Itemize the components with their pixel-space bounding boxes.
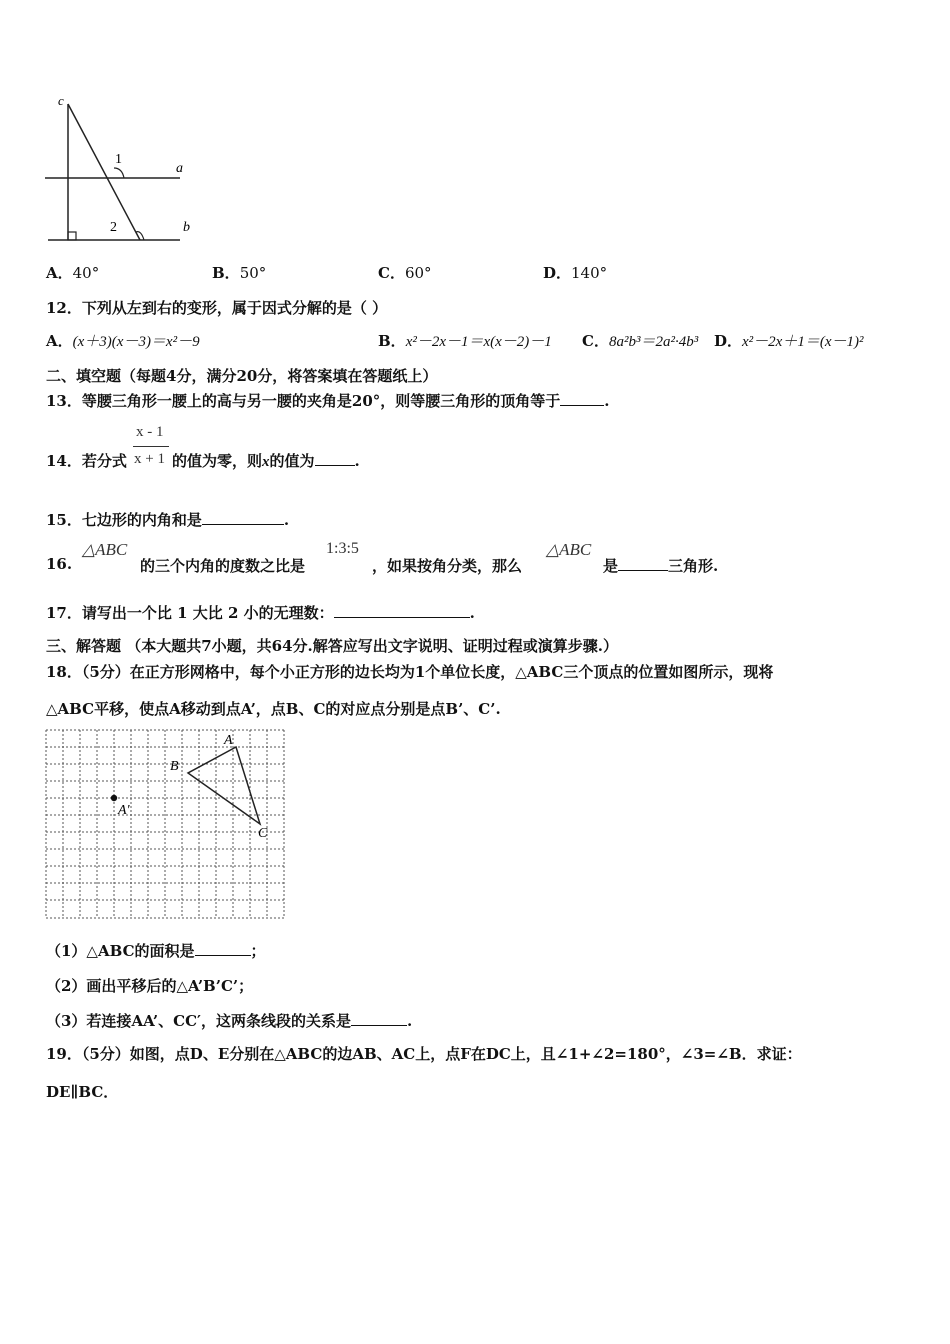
answer-blank[interactable] xyxy=(315,451,355,466)
q16-triangle-2: △ABC xyxy=(546,540,592,559)
q14-pre: 14．若分式 xyxy=(46,452,127,470)
q16-mid: ，如果按角分类，那么 xyxy=(372,557,523,575)
q19-line-2: DE∥BC． xyxy=(46,1083,119,1101)
q14-mid: 的值为零，则 xyxy=(172,452,263,470)
option-value: (x＋3)(x－3)＝x²－9 xyxy=(72,334,200,350)
line-c xyxy=(68,104,140,240)
answer-blank[interactable] xyxy=(351,1011,407,1026)
right-angle-mark xyxy=(68,232,76,240)
q14-var: x xyxy=(262,454,270,470)
q12-stem: 12．下列从左到右的变形，属于因式分解的是（ ） xyxy=(46,299,388,317)
answer-blank[interactable] xyxy=(560,391,604,406)
label-c: c xyxy=(58,93,64,108)
answer-blank[interactable] xyxy=(195,941,251,956)
q17-end: . xyxy=(469,604,475,622)
angle-1-arc xyxy=(114,168,124,178)
option-letter: D． xyxy=(543,264,572,282)
option-letter: B． xyxy=(212,264,240,282)
label-point-b: B xyxy=(170,759,179,774)
q12-option-d xyxy=(714,330,863,351)
option-letter: A． xyxy=(46,264,73,282)
q14-post: 的值为 xyxy=(269,452,315,470)
q11-option-b xyxy=(212,262,266,283)
q18-sub-1-text: （1）△ABC的面积是 xyxy=(46,942,195,960)
q14-end: . xyxy=(354,452,360,470)
option-value: 140° xyxy=(571,264,608,282)
q18-line-2: △ABC平移，使点A移动到点A’，点B、C的对应点分别是点B’、C’. xyxy=(46,700,501,718)
answer-blank[interactable] xyxy=(334,603,470,618)
q11-option-a xyxy=(46,262,99,283)
q14-fraction-bar xyxy=(133,446,169,447)
option-value: x²－2x－1＝x(x－2)－1 xyxy=(405,334,552,350)
q12-option-b xyxy=(378,330,552,351)
q18-sub-3-text: （3）若连接AA’、CC′，这两条线段的关系是 xyxy=(46,1012,351,1030)
q16-post-text: 是 xyxy=(603,557,619,575)
label-a: a xyxy=(176,161,183,176)
q18-sub-1-end: ； xyxy=(250,942,266,960)
label-point-a-prime: A' xyxy=(118,803,130,818)
q14-fraction-denominator: x + 1 xyxy=(134,451,165,467)
q18-line-1: 18．（5分）在正方形网格中，每个小正方形的边长均为1个单位长度，△ABC三个顶点的位置如图所示，现将 xyxy=(46,663,774,681)
grid-lines xyxy=(46,730,284,918)
label-point-a: A xyxy=(224,733,233,748)
q18-sub-3 xyxy=(46,1010,412,1031)
label-angle-1: 1 xyxy=(115,152,122,167)
option-value: 8a²b³＝2a²·4b³ xyxy=(608,334,699,350)
q17-text: 17．请写出一个比 1 大比 2 小的无理数： xyxy=(46,604,334,622)
option-letter: C． xyxy=(582,332,609,350)
q15-end: . xyxy=(283,511,290,529)
q16-ratio: 1:3:5 xyxy=(326,540,359,557)
q16-number: 16. xyxy=(46,555,73,573)
q13-end: . xyxy=(604,392,610,410)
q16-post xyxy=(603,555,718,576)
section-3-title: 三、解答题 （本大题共7小题，共64分.解答应写出文字说明、证明过程或演算步骤.） xyxy=(46,637,618,655)
q16-triangle-1: △ABC xyxy=(82,540,128,559)
option-letter: D． xyxy=(714,332,743,350)
q17 xyxy=(46,602,475,623)
q14-rest xyxy=(172,450,360,471)
parallel-lines-figure xyxy=(40,92,210,252)
q18-sub-3-end: . xyxy=(407,1012,413,1030)
square-grid-figure xyxy=(40,722,290,922)
q13-text: 13．等腰三角形一腰上的高与另一腰的夹角是20°，则等腰三角形的顶角等于 xyxy=(46,392,561,410)
q18-sub-2: （2）画出平移后的△A’B’C’； xyxy=(46,977,254,995)
q14-fraction-numerator: x - 1 xyxy=(136,424,164,440)
section-2-title: 二、填空题（每题4分，满分20分，将答案填在答题纸上） xyxy=(46,367,438,385)
q11-option-d xyxy=(543,262,607,283)
option-value: 60° xyxy=(404,264,432,282)
option-value: x²－2x＋1＝(x－1)² xyxy=(742,334,864,350)
point-a-prime xyxy=(111,795,117,801)
option-value: 40° xyxy=(72,264,100,282)
answer-blank[interactable] xyxy=(202,510,284,525)
q13 xyxy=(46,390,610,411)
option-value: 50° xyxy=(239,264,267,282)
q15-text: 15．七边形的内角和是 xyxy=(46,511,202,529)
label-point-c: C xyxy=(258,826,268,841)
label-b: b xyxy=(183,220,190,235)
q11-option-c xyxy=(378,262,432,283)
q16-ratio-pre: 的三个内角的度数之比是 xyxy=(140,557,306,575)
option-letter: B． xyxy=(378,332,406,350)
q12-option-c xyxy=(582,330,698,351)
q12-option-a xyxy=(46,330,200,351)
option-letter: C． xyxy=(378,264,405,282)
q18-sub-1 xyxy=(46,940,266,961)
q15 xyxy=(46,509,289,530)
answer-blank[interactable] xyxy=(618,556,668,571)
label-angle-2: 2 xyxy=(110,220,117,235)
q19-line-1: 19．（5分）如图，点D、E分别在△ABC的边AB、AC上，点F在DC上，且∠1+∠2=180°，∠3=∠B．求证： xyxy=(46,1045,802,1063)
q16-end: 三角形. xyxy=(668,557,719,575)
option-letter: A． xyxy=(46,332,73,350)
